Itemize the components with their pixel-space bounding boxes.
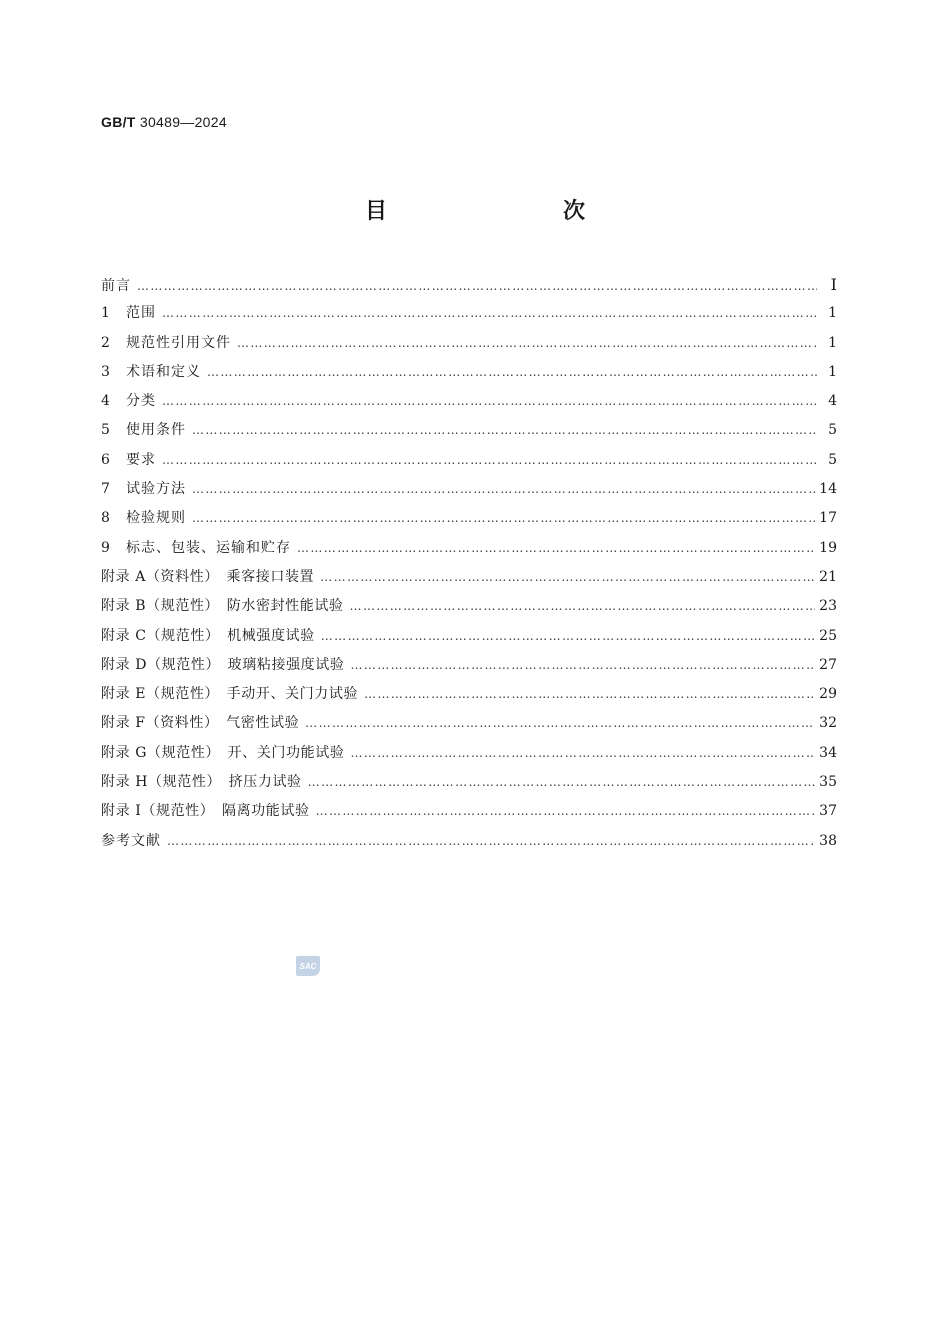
toc-entry-page: 29 — [819, 686, 837, 703]
toc-leader-dots — [162, 387, 817, 416]
toc-entry-number: 6 — [101, 451, 110, 468]
toc-entry-label: 标志、包装、运输和贮存 — [126, 539, 291, 556]
toc-entry-label: 分类 — [126, 393, 156, 410]
toc-leader-dots — [192, 475, 815, 504]
toc-entry[interactable] — [101, 299, 837, 328]
toc-entry[interactable] — [101, 827, 837, 856]
toc-entry[interactable] — [101, 504, 837, 533]
toc-entry-number: 3 — [101, 363, 110, 380]
toc-leader-dots — [167, 827, 815, 856]
toc-entry[interactable] — [101, 358, 837, 387]
toc-leader-dots — [192, 504, 815, 533]
toc-leader-dots — [320, 563, 815, 592]
toc-entry[interactable] — [101, 797, 837, 826]
toc-entry-number: 1 — [101, 305, 110, 322]
toc-leader-dots — [316, 797, 816, 826]
toc-entry-page: 1 — [828, 305, 837, 322]
toc-entry[interactable] — [101, 446, 837, 475]
toc-entry-page: 17 — [819, 510, 837, 527]
toc-entry-label: 规范性引用文件 — [126, 334, 231, 351]
toc-entry[interactable] — [101, 416, 837, 445]
toc-entry-page: 37 — [819, 803, 837, 820]
toc-entry[interactable] — [101, 680, 837, 709]
toc-entry[interactable] — [101, 534, 837, 563]
toc-leader-dots — [308, 768, 816, 797]
toc-entry-page: 32 — [819, 715, 837, 732]
toc-entry-number: 5 — [101, 422, 110, 439]
toc-entry-label: 试验方法 — [126, 481, 186, 498]
document-code — [101, 114, 227, 130]
toc-entry[interactable] — [101, 768, 837, 797]
toc-entry-label: 附录 I（规范性） 隔离功能试验 — [101, 803, 310, 820]
toc-entry-label: 附录 C（规范性） 机械强度试验 — [101, 627, 315, 644]
toc-leader-dots — [137, 272, 817, 301]
toc-entry-label: 附录 D（规范性） 玻璃粘接强度试验 — [101, 656, 345, 673]
toc-entry[interactable] — [101, 709, 837, 738]
toc-entry[interactable] — [101, 387, 837, 416]
toc-entry-page: 27 — [819, 656, 837, 673]
toc-entry[interactable] — [101, 329, 837, 358]
toc-entry-page: 5 — [828, 422, 837, 439]
toc-entry-number: 9 — [101, 539, 110, 556]
toc-entry-number: 8 — [101, 510, 110, 527]
toc-entry-label: 附录 A（资料性） 乘客接口装置 — [101, 568, 315, 585]
toc-entry[interactable] — [101, 270, 837, 299]
toc-entry-label: 附录 B（规范性） 防水密封性能试验 — [101, 598, 344, 615]
toc-leader-dots — [350, 739, 815, 768]
toc-entry-label: 术语和定义 — [126, 363, 201, 380]
toc-entry-page: 23 — [819, 598, 837, 615]
toc-leader-dots — [207, 358, 817, 387]
toc-entry-page: 1 — [828, 363, 837, 380]
toc-entry-page: 21 — [819, 568, 837, 585]
document-code-number: 30489—2024 — [139, 114, 227, 130]
svg-text:SAC: SAC — [299, 962, 317, 971]
toc-entry-label: 参考文献 — [101, 832, 161, 849]
toc-entry-label: 附录 F（资料性） 气密性试验 — [101, 715, 300, 732]
toc-entry-label: 范围 — [126, 305, 156, 322]
toc-leader-dots — [237, 329, 817, 358]
toc-entry-page: 1 — [828, 334, 837, 351]
toc-leader-dots — [162, 446, 817, 475]
toc-entry-label: 前言 — [101, 278, 131, 294]
toc-entry-number: 7 — [101, 481, 110, 498]
toc-leader-dots — [162, 299, 817, 328]
toc-entry-page: 19 — [819, 539, 837, 556]
toc-entry-number: 4 — [101, 393, 110, 410]
toc-entry[interactable] — [101, 592, 837, 621]
toc-entry-label: 要求 — [126, 451, 156, 468]
toc-title: 目 次 — [364, 199, 629, 224]
toc-leader-dots — [350, 592, 816, 621]
toc-entry-page: 25 — [819, 627, 837, 644]
toc-entry-page: 14 — [819, 481, 837, 498]
toc-entry-page: 34 — [819, 744, 837, 761]
toc-entry-label: 检验规则 — [126, 510, 186, 527]
toc-entry-label: 附录 H（规范性） 挤压力试验 — [101, 774, 302, 791]
table-of-contents — [101, 270, 837, 856]
toc-leader-dots — [350, 651, 815, 680]
toc-entry[interactable] — [101, 475, 837, 504]
toc-entry[interactable] — [101, 651, 837, 680]
toc-leader-dots — [321, 622, 815, 651]
toc-entry-label: 使用条件 — [126, 422, 186, 439]
toc-entry-page: 4 — [828, 393, 837, 410]
toc-entry-page: 5 — [828, 451, 837, 468]
toc-leader-dots — [364, 680, 815, 709]
document-code-prefix: GB/T — [101, 114, 136, 130]
toc-entry-page: Ⅰ — [830, 275, 837, 294]
toc-leader-dots — [297, 534, 815, 563]
toc-leader-dots — [192, 416, 817, 445]
toc-entry[interactable] — [101, 563, 837, 592]
toc-entry-page: 38 — [819, 832, 837, 849]
toc-entry[interactable] — [101, 622, 837, 651]
toc-entry-number: 2 — [101, 334, 110, 351]
toc-entry[interactable] — [101, 739, 837, 768]
toc-entry-label: 附录 G（规范性） 开、关门功能试验 — [101, 744, 345, 761]
toc-entry-page: 35 — [819, 774, 837, 791]
toc-entry-label: 附录 E（规范性） 手动开、关门力试验 — [101, 686, 359, 703]
sac-logo-icon — [295, 954, 321, 978]
toc-leader-dots — [305, 709, 815, 738]
